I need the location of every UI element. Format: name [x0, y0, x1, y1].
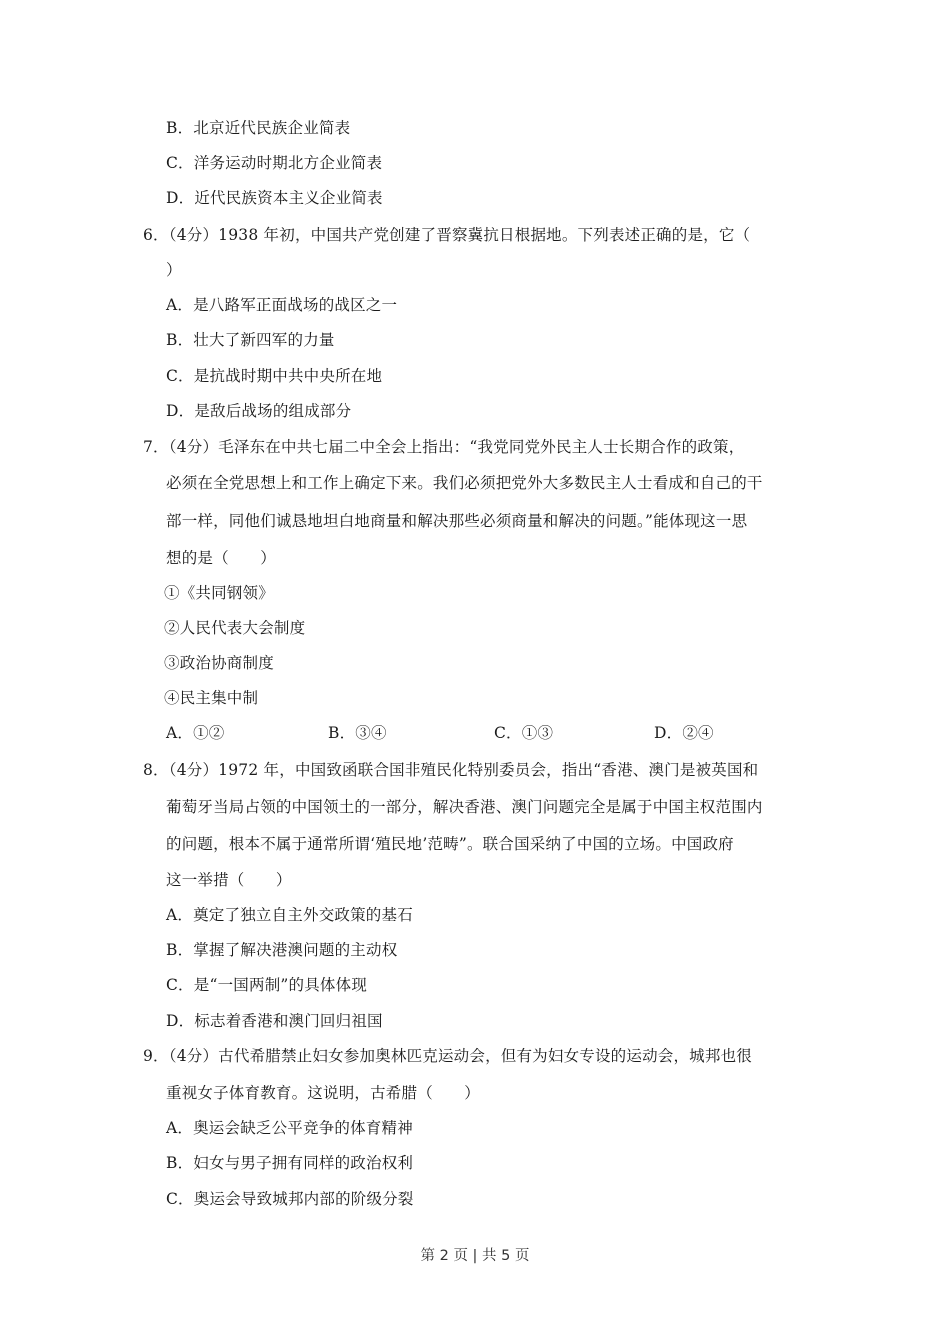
- option-a: [166, 723, 225, 743]
- option-text: 妇女与男子拥有同样的政治权利: [193, 1154, 414, 1172]
- option-c: [166, 1189, 414, 1209]
- option-b: [328, 723, 387, 743]
- option-text: 掌握了解决港澳问题的主动权: [193, 941, 398, 959]
- stem-text: （4分）古代希腊禁止妇女参加奥林匹克运动会，但有为妇女专设的运动会，城邦也很: [168, 1047, 752, 1065]
- option-label: B．: [328, 724, 356, 742]
- option-text: 是敌后战场的组成部分: [194, 402, 352, 420]
- option-text: 洋务运动时期北方企业简表: [193, 154, 383, 172]
- statement-1: ①《共同钢领》: [164, 584, 274, 602]
- question-stem-line: [143, 225, 750, 245]
- option-label: A．: [166, 296, 194, 314]
- option-label: D．: [166, 189, 195, 207]
- option-label: A．: [166, 724, 194, 742]
- option-label: A．: [166, 1119, 194, 1137]
- option-label: C．: [166, 154, 194, 172]
- question-stem-line: ）: [166, 261, 182, 279]
- option-text: ②④: [682, 724, 714, 742]
- option-text: 壮大了新四军的力量: [193, 331, 335, 349]
- option-text: 是“一国两制”的具体体现: [193, 976, 368, 994]
- option-label: D．: [166, 402, 195, 420]
- statement-2: ②人民代表大会制度: [164, 619, 306, 637]
- option-c: [166, 975, 367, 995]
- question-stem-line: 部一样，同他们诚恳地坦白地商量和解决那些必须商量和解决的问题。”能体现这一思: [166, 512, 748, 530]
- option-label: C．: [166, 367, 194, 385]
- question-number: 8．: [143, 761, 169, 779]
- option-text: 奥运会缺乏公平竞争的体育精神: [193, 1119, 413, 1137]
- option-text: 奠定了独立自主外交政策的基石: [193, 906, 413, 924]
- question-number: 6．: [143, 226, 169, 244]
- option-d: [166, 188, 383, 208]
- option-text: 奥运会导致城邦内部的阶级分裂: [193, 1190, 414, 1208]
- option-a: [166, 1118, 413, 1138]
- question-stem-line: 重视女子体育教育。这说明，古希腊（ ）: [166, 1084, 481, 1102]
- option-c: [166, 366, 382, 386]
- option-text: 北京近代民族企业简表: [193, 119, 351, 137]
- question-stem-line: [143, 760, 758, 780]
- option-text: ③④: [355, 724, 387, 742]
- option-text: 标志着香港和澳门回归祖国: [194, 1012, 383, 1030]
- option-a: [166, 905, 413, 925]
- option-b: [166, 118, 350, 138]
- option-a: [166, 295, 397, 315]
- option-text: 是八路军正面战场的战区之一: [193, 296, 398, 314]
- statement-3: ③政治协商制度: [164, 654, 274, 672]
- option-label: B．: [166, 119, 194, 137]
- option-c: [494, 723, 553, 743]
- question-stem-line: 葡萄牙当局占领的中国领土的一部分，解决香港、澳门问题完全是属于中国主权范围内: [166, 798, 763, 816]
- question-stem-line: 必须在全党思想上和工作上确定下来。我们必须把党外大多数民主人士看成和自己的干: [166, 474, 763, 492]
- option-b: [166, 330, 335, 350]
- option-text: 是抗战时期中共中央所在地: [193, 367, 383, 385]
- option-d: [166, 1011, 383, 1031]
- option-label: D．: [166, 1012, 195, 1030]
- stem-text: （4分）毛泽东在中共七届二中全会上指出：“我党同党外民主人士长期合作的政策，: [168, 438, 745, 456]
- stem-text: （4分）1972 年，中国致函联合国非殖民化特别委员会，指出“香港、澳门是被英国和: [168, 761, 759, 779]
- question-stem-line: 想的是（ ）: [166, 549, 276, 567]
- option-label: A．: [166, 906, 194, 924]
- page-footer: 第 2 页 | 共 5 页: [420, 1248, 530, 1264]
- question-stem-line: 的问题，根本不属于通常所谓‘殖民地’范畴”。联合国采纳了中国的立场。中国政府: [166, 835, 734, 853]
- option-c: [166, 153, 382, 173]
- question-number: 9．: [143, 1047, 169, 1065]
- option-label: B．: [166, 941, 194, 959]
- stem-text: （4分）1938 年初，中国共产党创建了晋察冀抗日根据地。下列表述正确的是，它（: [168, 226, 751, 244]
- question-number: 7．: [143, 438, 169, 456]
- option-label: D．: [654, 724, 683, 742]
- option-label: C．: [166, 976, 194, 994]
- option-b: [166, 1153, 413, 1173]
- option-text: ①③: [521, 724, 554, 742]
- option-b: [166, 940, 397, 960]
- option-text: ①②: [193, 724, 225, 742]
- option-label: B．: [166, 331, 194, 349]
- option-label: C．: [166, 1190, 194, 1208]
- statement-4: ④民主集中制: [164, 689, 259, 707]
- option-d: [654, 723, 714, 743]
- question-stem-line: [143, 437, 744, 457]
- option-label: C．: [494, 724, 522, 742]
- option-d: [166, 401, 351, 421]
- option-text: 近代民族资本主义企业简表: [194, 189, 383, 207]
- question-stem-line: 这一举措（ ）: [166, 871, 292, 889]
- option-label: B．: [166, 1154, 194, 1172]
- question-stem-line: [143, 1046, 752, 1066]
